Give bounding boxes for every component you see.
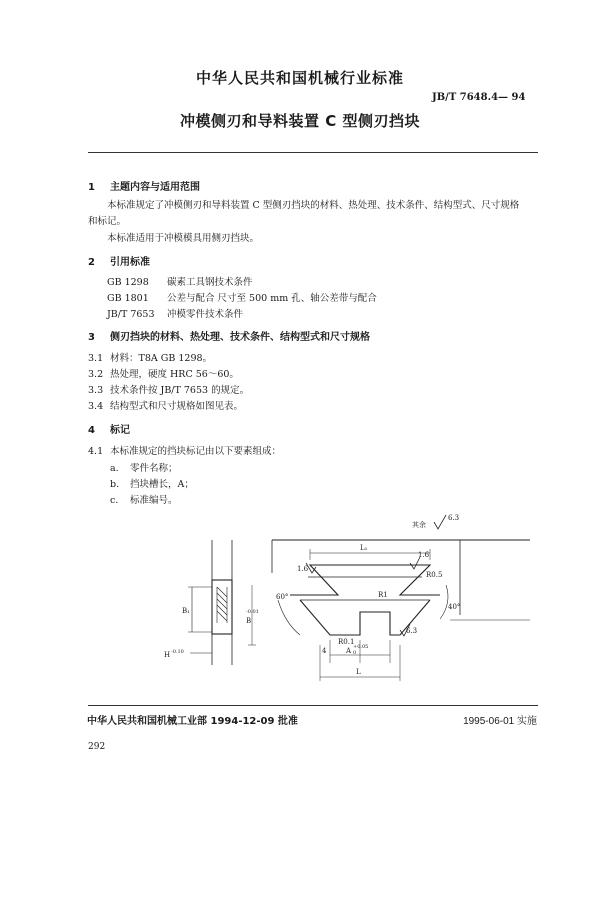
list-item-label: b. bbox=[110, 479, 120, 490]
clause bbox=[88, 366, 239, 380]
finish-bottom: 6.3 bbox=[406, 627, 418, 635]
section-number: 1 bbox=[88, 182, 95, 193]
section-title: 主题内容与适用范围 bbox=[110, 182, 200, 193]
rest-finish-label: 其余 bbox=[412, 521, 426, 529]
clause-number: 3.4 bbox=[88, 401, 104, 412]
finish-left: 1.6 bbox=[297, 565, 309, 573]
technical-drawing bbox=[160, 505, 560, 695]
section-1-para-1-line-1: 本标准规定了冲模侧刃和导料装置 C 型侧刃挡块的材料、热处理、技术条件、结构型式、尺寸规格 bbox=[107, 200, 520, 211]
clause-text: 热处理，硬度 HRC 56～60。 bbox=[110, 369, 239, 380]
section-number: 4 bbox=[88, 425, 95, 436]
list-item-text: 挡块槽长，A； bbox=[130, 479, 194, 490]
implementation-date: 1995-06-01 实施 bbox=[463, 716, 537, 727]
radius-top: R0.5 bbox=[426, 571, 443, 579]
radius-mid: R1 bbox=[378, 591, 388, 599]
front-view bbox=[248, 540, 530, 681]
section-title: 引用标准 bbox=[110, 257, 150, 268]
dim-B-tol: -0.01 bbox=[246, 609, 259, 615]
clause-text: 技术条件按 JB/T 7653 的规定。 bbox=[110, 385, 250, 396]
reference-item bbox=[107, 290, 377, 304]
clause-number: 3.2 bbox=[88, 369, 104, 380]
approval-note: 中华人民共和国机械工业部 1994-12-09 批准 bbox=[87, 716, 298, 727]
reference-title: 碳素工具钢技术条件 bbox=[167, 277, 253, 288]
clause bbox=[88, 382, 249, 396]
dim-4: 4 bbox=[322, 647, 327, 655]
document-title: 冲模侧刃和导料装置 C 型侧刃挡块 bbox=[180, 112, 420, 130]
standard-name: 中华人民共和国机械行业标准 bbox=[195, 69, 404, 87]
angle-left: 60° bbox=[276, 593, 289, 601]
dim-A: A bbox=[346, 647, 352, 655]
clause-text: 本标准规定的挡块标记由以下要素组成： bbox=[110, 446, 282, 457]
section-number: 3 bbox=[88, 332, 95, 343]
standard-code: JB/T 7648.4— 94 bbox=[432, 92, 526, 103]
clause-text: 材料：T8A GB 1298。 bbox=[110, 353, 213, 364]
list-item-label: a. bbox=[110, 463, 119, 474]
dim-L1: L₁ bbox=[360, 544, 368, 552]
hatching bbox=[217, 587, 227, 623]
list-item-label: c. bbox=[110, 495, 119, 506]
reference-item bbox=[107, 306, 243, 320]
section-1-para-2: 本标准适用于冲模模具用侧刃挡块。 bbox=[107, 233, 260, 244]
list-item bbox=[110, 492, 178, 506]
radius-bottom: R0.1 bbox=[338, 638, 355, 646]
dim-A-tol: +0.05 bbox=[353, 644, 369, 650]
list-item bbox=[110, 460, 178, 474]
reference-title: 公差与配合 尺寸至 500 mm 孔、轴公差带与配合 bbox=[167, 293, 377, 304]
dim-A-tol-low: 0 bbox=[353, 650, 357, 656]
header-rule bbox=[88, 152, 538, 153]
clause bbox=[88, 398, 243, 412]
dim-H-tol: -0.10 bbox=[171, 649, 184, 655]
dim-B1: B₁ bbox=[182, 607, 190, 615]
section-1-heading bbox=[88, 178, 200, 193]
section-title: 侧刃挡块的材料、热处理、技术条件、结构型式和尺寸规格 bbox=[110, 332, 370, 343]
reference-item bbox=[107, 274, 253, 288]
section-4-heading bbox=[88, 421, 130, 436]
surface-finish-rest bbox=[434, 515, 446, 529]
side-view bbox=[188, 540, 232, 665]
page-number: 292 bbox=[88, 742, 106, 752]
reference-title: 冲模零件技术条件 bbox=[167, 309, 244, 320]
clause-number: 3.3 bbox=[88, 385, 104, 396]
section-number: 2 bbox=[88, 257, 95, 268]
footer-rule bbox=[88, 705, 538, 706]
section-1-para-1-line-2: 和标记。 bbox=[88, 216, 127, 227]
dim-B: B bbox=[246, 617, 252, 625]
section-3-heading bbox=[88, 328, 370, 343]
reference-code: GB 1298 bbox=[107, 277, 149, 288]
clause-number: 3.1 bbox=[88, 353, 104, 364]
clause bbox=[88, 443, 281, 457]
rest-finish-value: 6.3 bbox=[448, 514, 460, 522]
section-title: 标记 bbox=[110, 425, 130, 436]
clause-number: 4.1 bbox=[88, 446, 104, 457]
list-item-text: 标准编号。 bbox=[130, 495, 178, 506]
finish-small: 1.6 bbox=[418, 551, 430, 559]
angle-right: 40° bbox=[448, 603, 461, 611]
dim-L: L bbox=[356, 668, 361, 676]
list-item-text: 零件名称； bbox=[130, 463, 178, 474]
reference-code: GB 1801 bbox=[107, 293, 149, 304]
dim-H: H bbox=[164, 651, 171, 659]
list-item bbox=[110, 476, 194, 490]
clause bbox=[88, 350, 212, 364]
section-2-heading bbox=[88, 253, 150, 268]
reference-code: JB/T 7653 bbox=[107, 309, 155, 320]
clause-text: 结构型式和尺寸规格如图见表。 bbox=[110, 401, 244, 412]
